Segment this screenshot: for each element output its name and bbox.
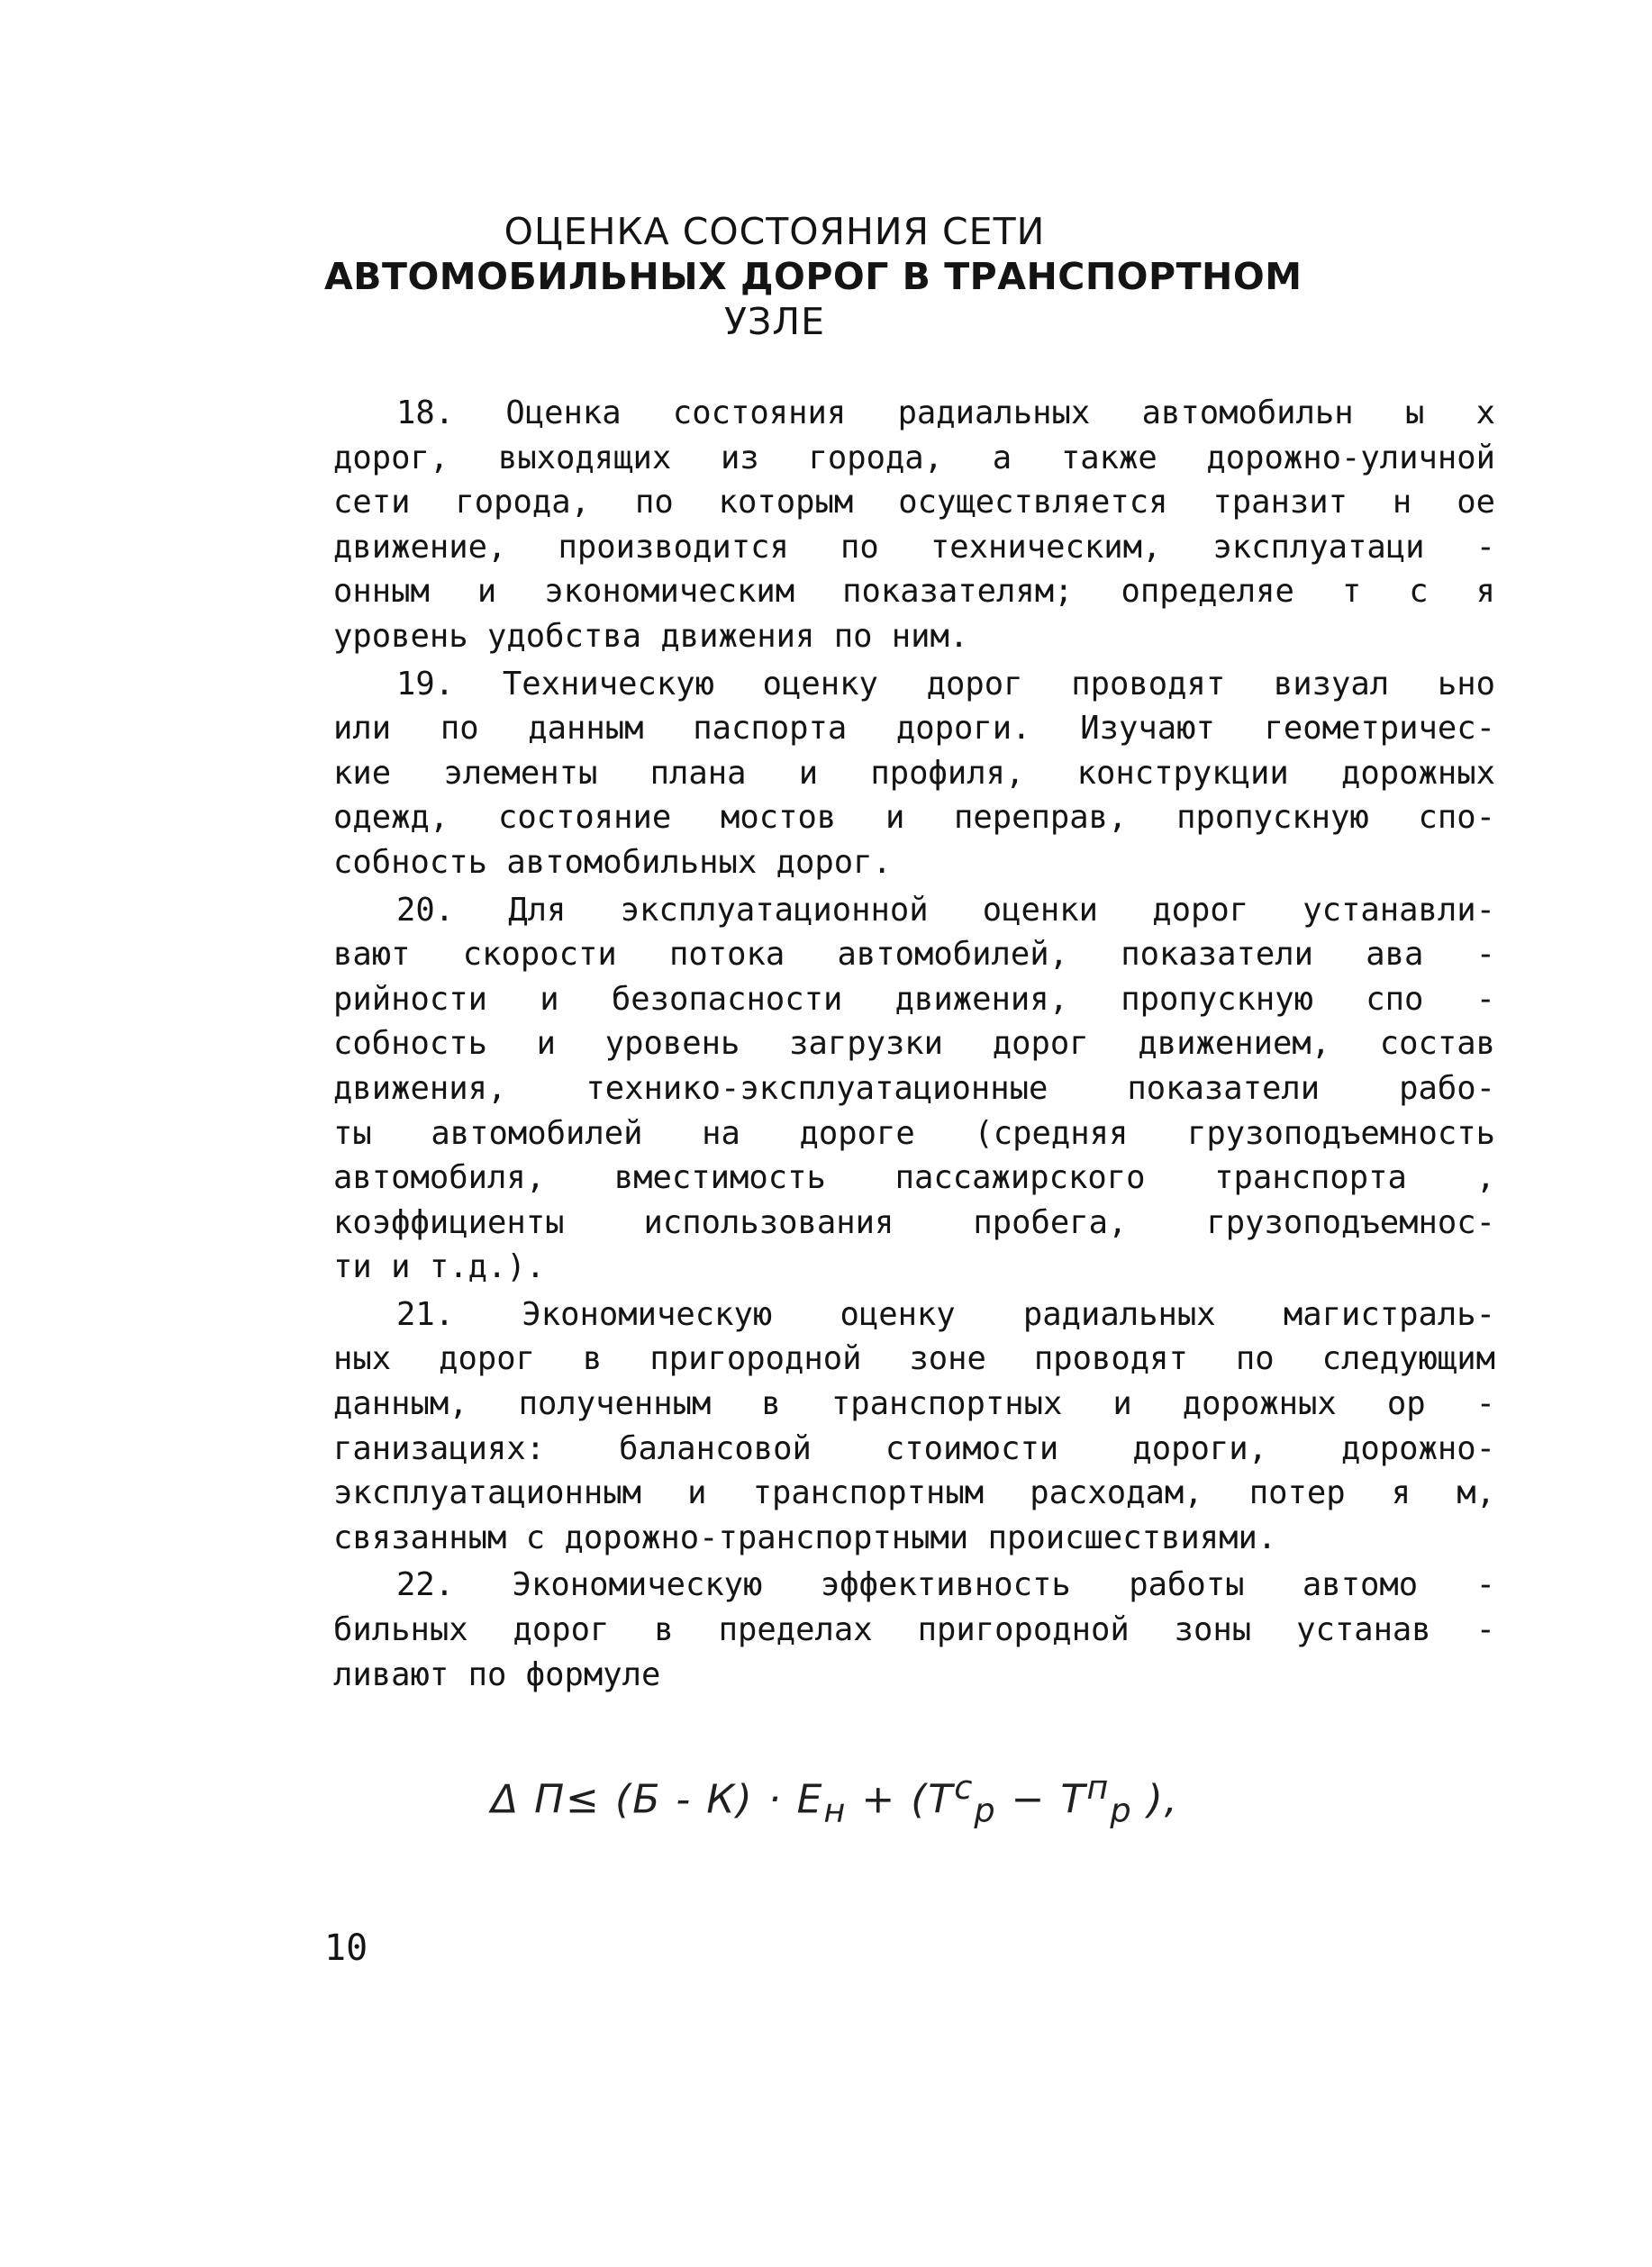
text-line: ливают по формуле (333, 1655, 661, 1693)
text-line: эксплуатационным и транспортным расходам, потер я м, (333, 1474, 1495, 1512)
text-line: рийности и безопасности движения, пропускную спо - (333, 980, 1495, 1018)
text-line: движение, производится по техническим, эксплуатаци - (333, 528, 1495, 566)
title-line-2: АВТОМОБИЛЬНЫХ ДОРОГ В ТРАНСПОРТНОМ (324, 255, 1303, 298)
text-line: данным, полученным в транспортных и дорожных ор - (333, 1385, 1495, 1423)
text-line: или по данным паспорта дороги. Изучают геометричес- (333, 710, 1495, 748)
formula-close: ), (1132, 1776, 1179, 1823)
section-title (324, 209, 1303, 344)
title-line-3: УЗЛЕ (723, 300, 825, 343)
text-line: ты автомобилей на дороге (средняя грузоподъемность (333, 1114, 1495, 1152)
text-line: 21. Экономическую оценку радиальных магистраль- (396, 1295, 1495, 1333)
formula-sub-p1: р (974, 1791, 997, 1830)
text-line: кие элементы плана и профиля, конструкции дорожных (333, 754, 1495, 792)
paragraph-22 (333, 1563, 1495, 1697)
text-line: ти и т.д.). (333, 1248, 546, 1286)
text-line: собность автомобильных дорог. (333, 843, 892, 881)
text-line: 19. Техническую оценку дорог проводят визуал ьно (396, 665, 1495, 703)
efficiency-formula (491, 1761, 1179, 1837)
text-line: 18. Оценка состояния радиальных автомобильн ы х (396, 394, 1495, 431)
text-line: собность и уровень загрузки дорог движением, состав (333, 1025, 1495, 1063)
text-line: автомобиля, вместимость пассажирского транспорта , (333, 1159, 1495, 1197)
text-line: дорог, выходящих из города, а также дорожно-уличной (333, 439, 1495, 476)
text-line: ганизациях: балансовой стоимости дороги, дорожно- (333, 1429, 1495, 1467)
paragraph-20 (333, 888, 1495, 1290)
text-line: коэффициенты использования пробега, грузоподъемнос- (333, 1203, 1495, 1241)
title-line-1: ОЦЕНКА СОСТОЯНИЯ СЕТИ (504, 210, 1046, 253)
page-number: 10 (324, 1927, 368, 1969)
text-line: движения, технико-эксплуатационные показатели рабо- (333, 1069, 1495, 1107)
paragraph-18 (333, 391, 1495, 659)
text-line: бильных дорог в пределах пригородной зоны устанав - (333, 1611, 1495, 1649)
paragraph-19 (333, 662, 1495, 885)
text-line: вают скорости потока автомобилей, показатели ава - (333, 936, 1495, 974)
formula-sub-n: н (823, 1791, 848, 1830)
text-line: одежд, состояние мостов и переправ, пропускную спо- (333, 799, 1495, 837)
formula-sup-c: с (954, 1768, 975, 1807)
text-line: 20. Для эксплуатационной оценки дорог устанавли- (396, 891, 1495, 929)
text-line: 22. Экономическую эффективность работы автомо - (396, 1566, 1495, 1604)
formula-sup-p: п (1086, 1768, 1111, 1807)
text-line: ных дорог в пригородной зоне проводят по следующим (333, 1340, 1495, 1378)
body-text (333, 391, 1495, 1700)
text-line: сети города, по которым осуществляется транзит н ое (333, 484, 1495, 521)
text-line: уровень удобства движения по ним. (333, 617, 969, 655)
formula-plus: + (T (847, 1776, 955, 1823)
text-line: связанным с дорожно-транспортными происшествиями. (333, 1519, 1277, 1556)
formula-minus: − T (996, 1776, 1087, 1823)
formula-main: Δ П≤ (Б - К) · E (491, 1776, 824, 1823)
paragraph-21 (333, 1292, 1495, 1561)
text-line: онным и экономическим показателям; определяе т с я (333, 573, 1495, 611)
formula-sub-p2: р (1110, 1791, 1133, 1830)
